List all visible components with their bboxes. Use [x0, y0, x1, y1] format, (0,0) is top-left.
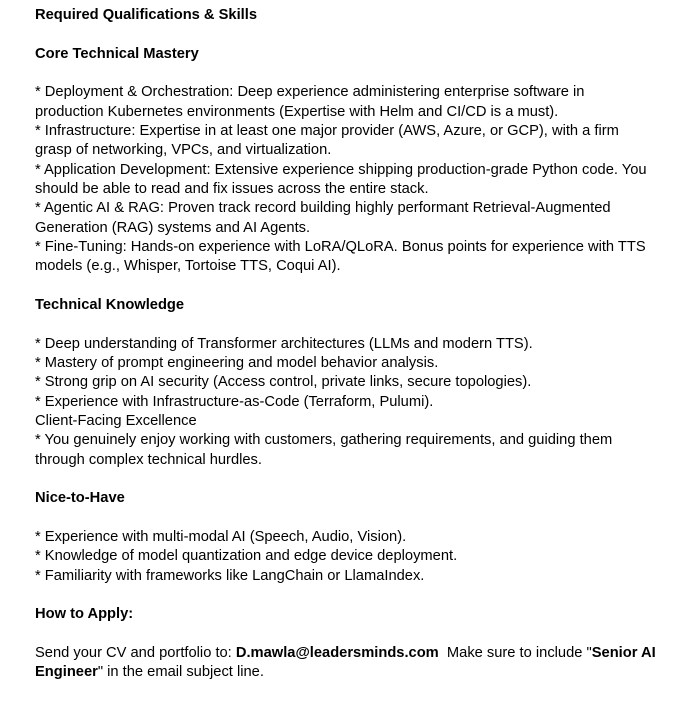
- heading-nice-to-have: Nice-to-Have: [35, 490, 125, 507]
- apply-instructions: [35, 644, 660, 683]
- technical-knowledge-list: [35, 335, 657, 470]
- heading-required-qualifications: Required Qualifications & Skills: [35, 7, 257, 23]
- apply-middle-text: Make sure to include ": [438, 644, 592, 661]
- bullet-item: * Deep understanding of Transformer architectures (LLMs and modern TTS).: [35, 335, 533, 352]
- bullet-item: * Experience with multi-modal AI (Speech, Audio, Vision).: [35, 528, 407, 545]
- bullet-item: * Familiarity with frameworks like LangChain or LlamaIndex.: [35, 567, 425, 584]
- heading-how-to-apply: How to Apply:: [35, 606, 134, 623]
- core-technical-mastery-list: [35, 83, 657, 276]
- bullet-item: * Mastery of prompt engineering and model behavior analysis.: [35, 354, 439, 371]
- nice-to-have-list: [35, 528, 657, 586]
- client-facing-excellence-line: Client-Facing Excellence: [35, 412, 197, 429]
- bullet-item: * Experience with Infrastructure-as-Code (Terraform, Pulumi).: [35, 393, 434, 410]
- heading-core-technical-mastery: Core Technical Mastery: [35, 45, 199, 62]
- apply-tail-text: " in the email subject line.: [97, 664, 264, 681]
- bullet-item: * Fine-Tuning: Hands-on experience with LoRA/QLoRA. Bonus points for experience with TTS models (e.g., Whisper, Tortoise TTS, Coqui AI).: [35, 238, 646, 275]
- apply-email-address: D.mawla@leadersminds.com: [235, 644, 439, 661]
- bullet-item: * Knowledge of model quantization and edge device deployment.: [35, 548, 458, 565]
- bullet-item: * Agentic AI & RAG: Proven track record building highly performant Retrieval-Augmented Generation (RAG) systems and AI Agents.: [35, 200, 611, 236]
- bullet-item: * Strong grip on AI security (Access control, private links, secure topologies).: [35, 374, 532, 391]
- apply-lead-text: Send your CV and portfolio to:: [35, 644, 236, 661]
- bullet-item: * Infrastructure: Expertise in at least one major provider (AWS, Azure, or GCP), with a firm grasp of networking, VPCs, and virtualization.: [35, 122, 619, 159]
- bullet-item: * Deployment & Orchestration: Deep experience administering enterprise software in production Kubernetes environments (Expertise with Helm and CI/CD is a must).: [35, 84, 585, 120]
- bullet-item: * You genuinely enjoy working with customers, gathering requirements, and guiding them through complex technical hurdles.: [35, 432, 613, 468]
- apply-subject-line: Senior AI Engineer: [35, 644, 660, 681]
- heading-technical-knowledge: Technical Knowledge: [35, 296, 185, 313]
- bullet-item: * Application Development: Extensive experience shipping production-grade Python code. You should be able to read and fix issues across the entire stack.: [35, 161, 647, 197]
